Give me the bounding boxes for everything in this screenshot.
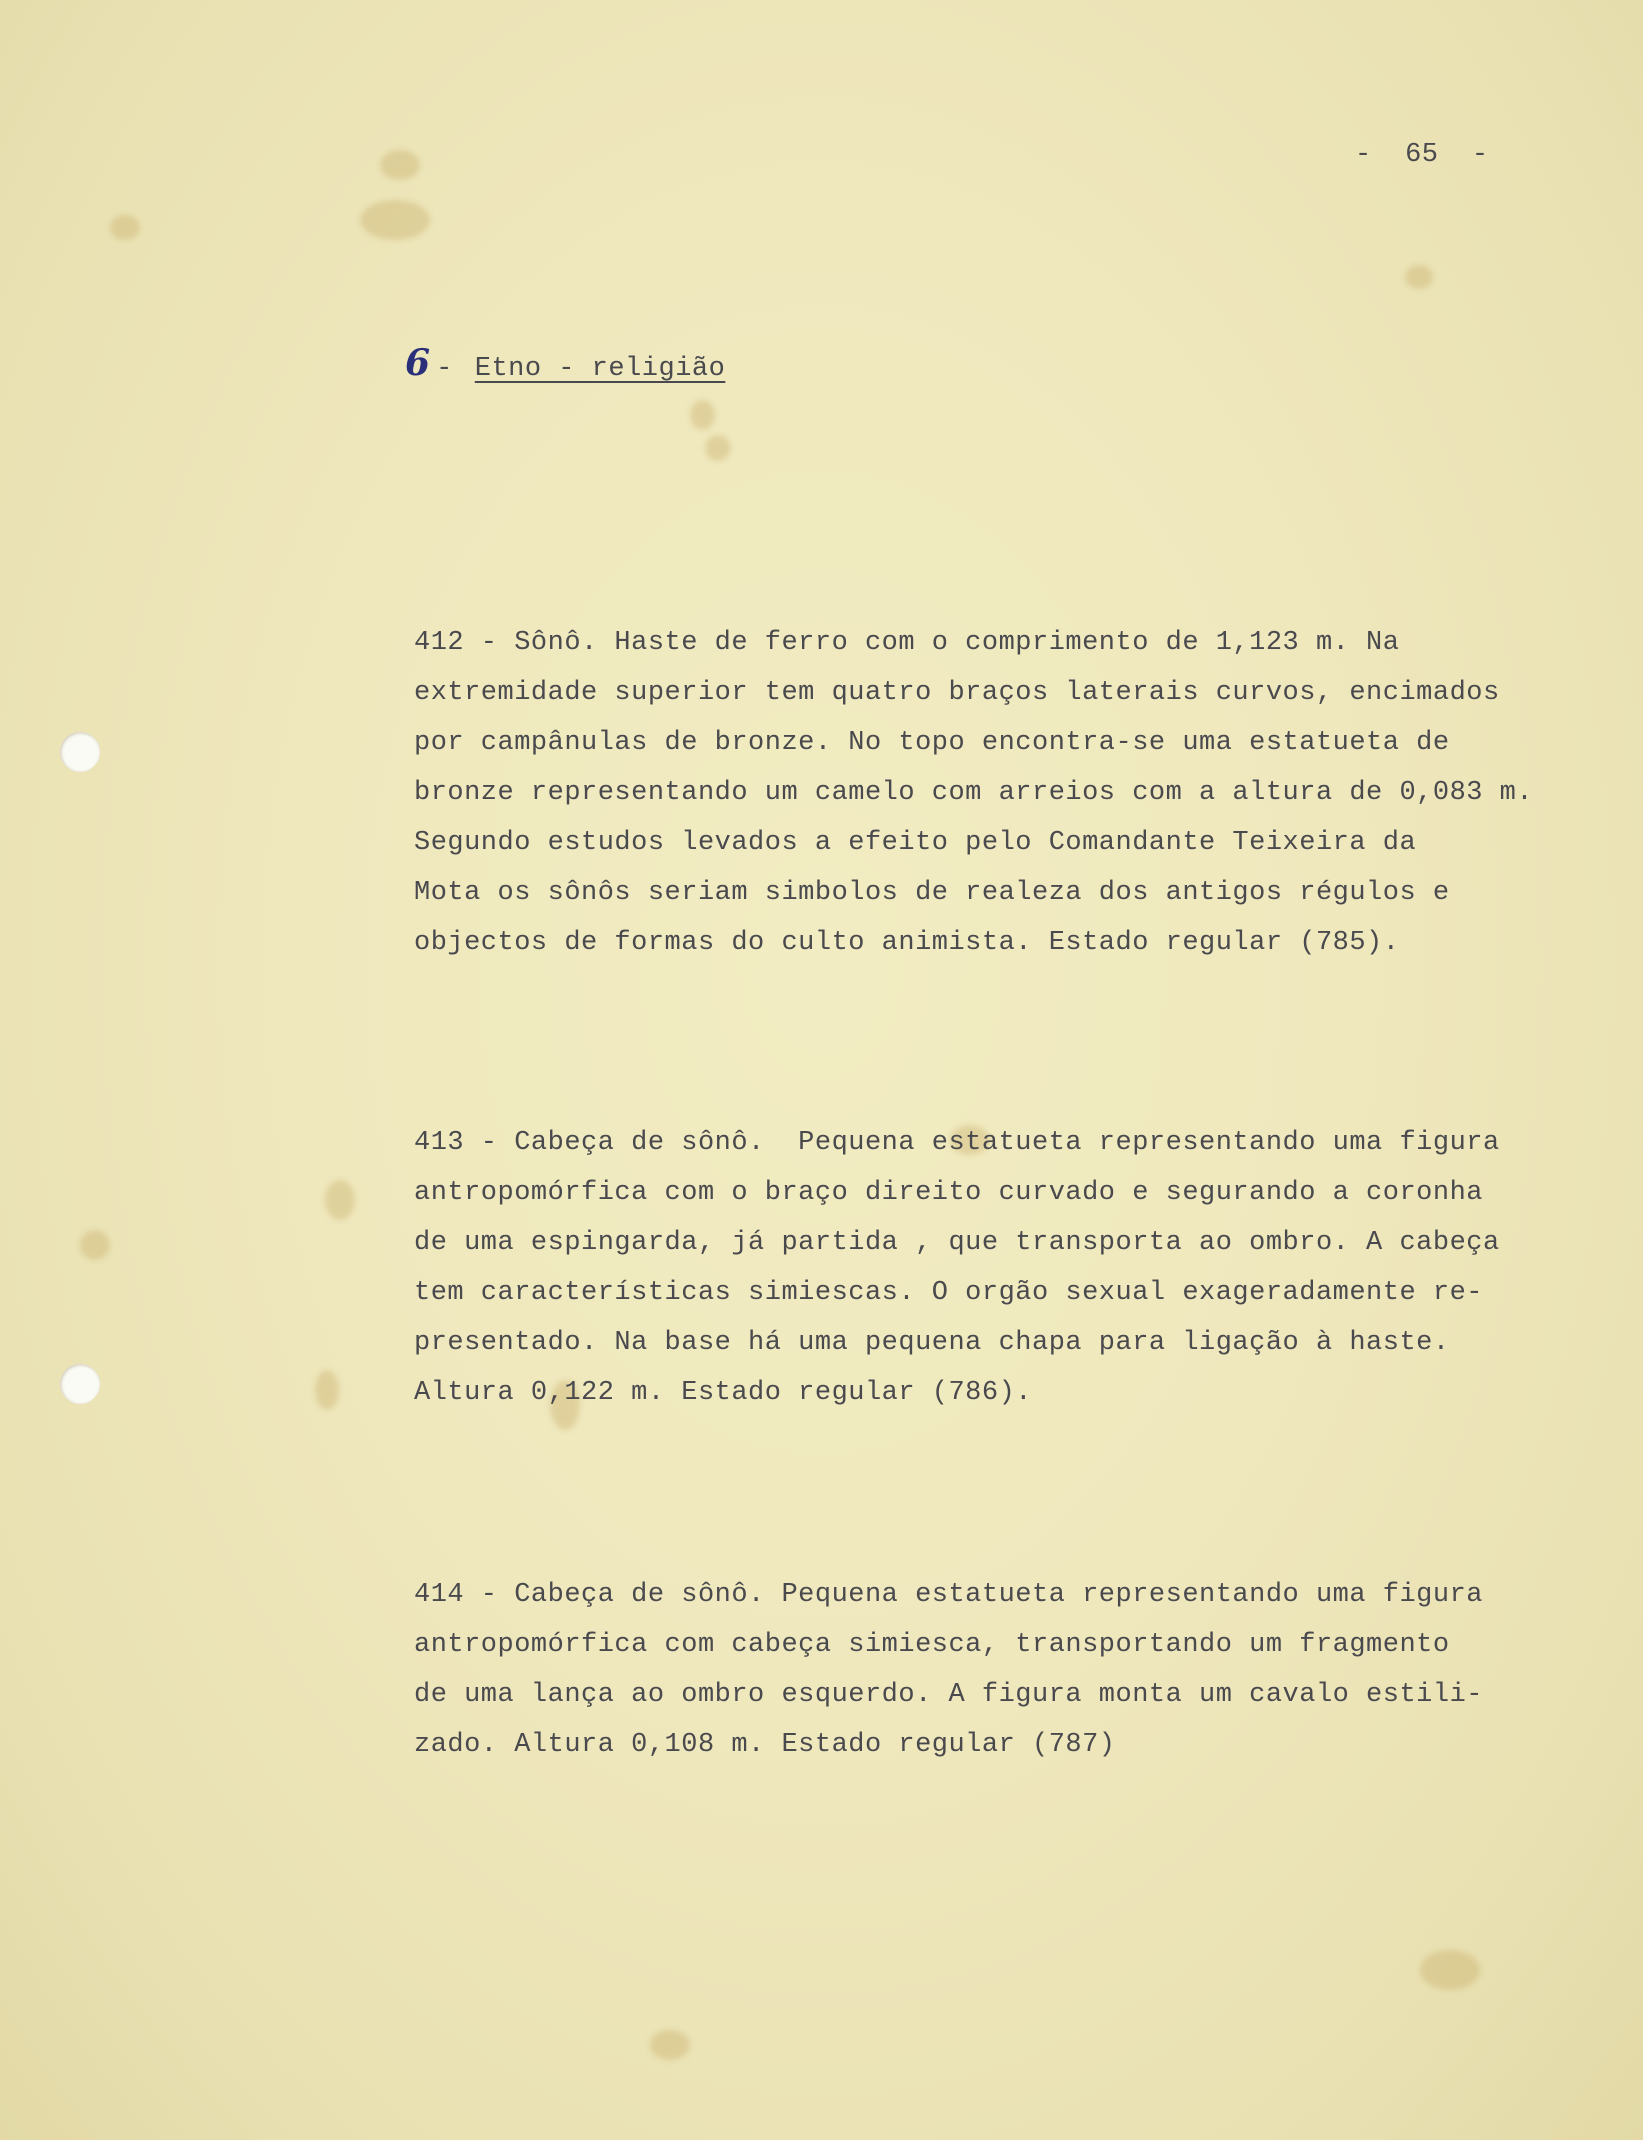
section-title: Etno - religião xyxy=(474,354,726,384)
entry-line: Segundo estudos levados a efeito pelo Comandante Teixeira da xyxy=(414,828,1417,858)
paper-stain xyxy=(110,215,140,240)
entry-line: 414 - Cabeça de sônô. Pequena estatueta representando uma figura xyxy=(414,1580,1483,1610)
entry-line: Mota os sônôs seriam simbolos de realeza dos antigos régulos e xyxy=(414,878,1450,908)
entry-line: 412 - Sônô. Haste de ferro com o comprimento de 1,123 m. Na xyxy=(414,628,1400,658)
section-number: 6 xyxy=(405,342,431,384)
paper-stain xyxy=(705,435,731,461)
paper-stain xyxy=(650,2030,690,2060)
entry-line: de uma lança ao ombro esquerdo. A figura monta um cavalo estili- xyxy=(414,1680,1483,1710)
entry-line: presentado. Na base há uma pequena chapa para ligação à haste. xyxy=(414,1328,1450,1358)
paper-stain xyxy=(690,400,715,430)
catalog-entry-414 xyxy=(414,1570,1614,1770)
paper-stain xyxy=(80,1230,110,1260)
entry-line: de uma espingarda, já partida , que transporta ao ombro. A cabeça xyxy=(414,1228,1500,1258)
paper-stain xyxy=(360,200,430,240)
paper-stain xyxy=(1405,265,1433,289)
entry-line: antropomórfica com o braço direito curvado e segurando a coronha xyxy=(414,1178,1483,1208)
entry-line: extremidade superior tem quatro braços laterais curvos, encimados xyxy=(414,678,1500,708)
catalog-entry-412 xyxy=(414,618,1614,968)
punch-hole xyxy=(60,1364,100,1404)
paper-stain xyxy=(1420,1950,1480,1990)
entry-line: tem características simiescas. O orgão sexual exageradamente re- xyxy=(414,1278,1483,1308)
entry-line: antropomórfica com cabeça simiesca, transportando um fragmento xyxy=(414,1630,1450,1660)
entry-line: por campânulas de bronze. No topo encontra-se uma estatueta de xyxy=(414,728,1450,758)
entry-line: 413 - Cabeça de sônô. Pequena estatueta representando uma figura xyxy=(414,1128,1500,1158)
page-number: - 65 - xyxy=(1355,140,1489,170)
section-dash: - xyxy=(436,354,453,384)
paper-stain xyxy=(325,1180,355,1220)
entry-line: objectos de formas do culto animista. Estado regular (785). xyxy=(414,928,1400,958)
section-heading xyxy=(405,342,725,384)
paper-stain xyxy=(380,150,420,180)
paper-stain xyxy=(315,1370,339,1410)
punch-hole xyxy=(60,732,100,772)
entry-line: bronze representando um camelo com arreios com a altura de 0,083 m. xyxy=(414,778,1534,808)
entry-line: Altura 0,122 m. Estado regular (786). xyxy=(414,1378,1032,1408)
entry-line: zado. Altura 0,108 m. Estado regular (787) xyxy=(414,1730,1116,1760)
catalog-entry-413 xyxy=(414,1118,1614,1418)
